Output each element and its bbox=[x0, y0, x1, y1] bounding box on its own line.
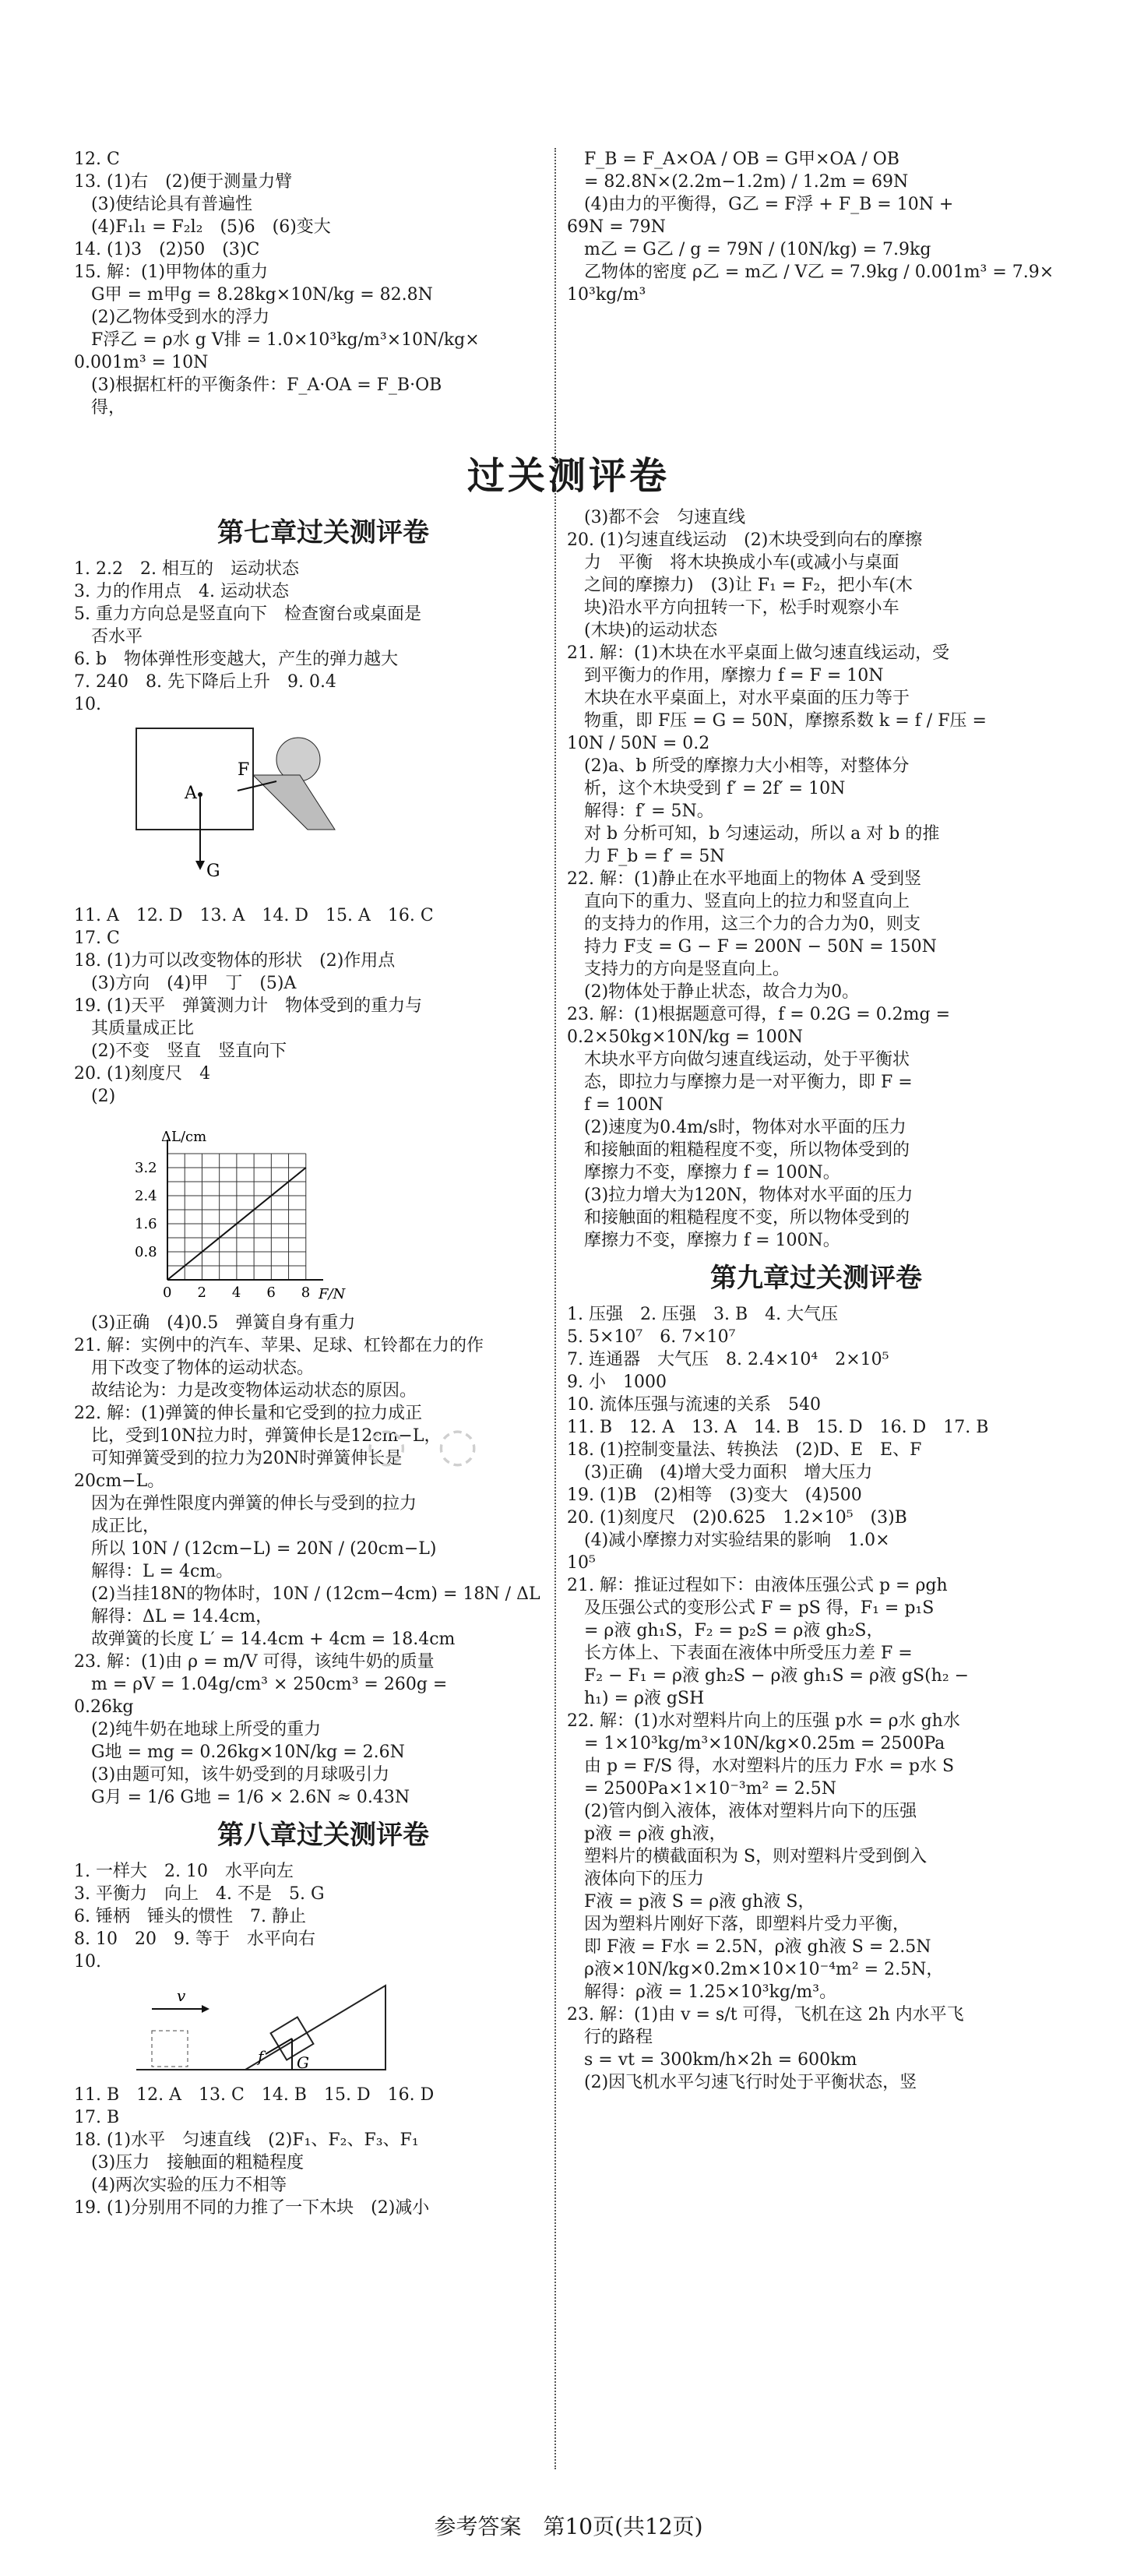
gravity-arrowhead bbox=[195, 861, 205, 870]
chapter7-title: 第七章过关测评卷 bbox=[217, 517, 429, 548]
answer-line: 0.001m³ = 10N bbox=[74, 353, 209, 372]
answer-line: 13. (1)右 (2)便于测量力臂 bbox=[74, 172, 293, 192]
answer-line: (4)由力的平衡得，G乙 = F浮 + F_B = 10N + bbox=[584, 195, 954, 214]
answer-line: = ρ液 gh₁S，F₂ = p₂S = ρ液 gh₂S， bbox=[584, 1621, 884, 1640]
y-tick-label: 2.4 bbox=[135, 1188, 157, 1204]
answer-line: 块)沿水平方向扭转一下，松手时观察小车 bbox=[584, 598, 899, 618]
answer-line: 23. 解：(1)由 ρ = m/V 可得，该纯牛奶的质量 bbox=[74, 1652, 435, 1672]
chapter7-answers-b bbox=[74, 904, 572, 1108]
answer-line: 因为在弹性限度内弹簧的伸长与受到的拉力 bbox=[91, 1494, 417, 1514]
x-tick-label: 8 bbox=[301, 1284, 311, 1301]
answer-line: (4)F₁l₁ = F₂l₂ (5)6 (6)变大 bbox=[91, 217, 331, 237]
answer-line: (4)减小摩擦力对实验结果的影响 1.0× bbox=[584, 1531, 890, 1550]
answer-line: = 1×10³kg/m³×10N/kg×0.25m = 2500Pa bbox=[584, 1734, 945, 1753]
answer-line: 10⁵ bbox=[567, 1553, 596, 1573]
answer-line: (2)管内倒入液体，液体对塑料片向下的压强 bbox=[584, 1802, 917, 1821]
answer-line: 69N = 79N bbox=[567, 217, 666, 237]
answer-line: 到平衡力的作用，摩擦力 f = F = 10N bbox=[584, 666, 884, 685]
label-G: G bbox=[206, 862, 220, 881]
answer-line: 22. 解：(1)静止在水平地面上的物体 A 受到竖 bbox=[567, 869, 922, 889]
answer-line: 6. b 物体弹性形变越大，产生的弹力越大 bbox=[74, 650, 399, 669]
answer-line: (3)都不会 匀速直线 bbox=[584, 508, 746, 527]
answer-line: 和接触面的粗糙程度不变，所以物体受到的 bbox=[584, 1208, 910, 1228]
chapter9-title: 第九章过关测评卷 bbox=[710, 1263, 922, 1294]
x-tick-label: 4 bbox=[231, 1284, 241, 1301]
answer-line: 11. B 12. A 13. A 14. B 15. D 16. D 17. B bbox=[567, 1418, 989, 1437]
left-column bbox=[74, 148, 572, 419]
section-main-title: 过关测评卷 bbox=[466, 454, 670, 498]
answer-line: 用下改变了物体的运动状态。 bbox=[91, 1358, 315, 1378]
answer-line: 3. 力的作用点 4. 运动状态 bbox=[74, 582, 289, 601]
x-tick-label: 6 bbox=[266, 1284, 276, 1301]
y-axis-label: ΔL/cm bbox=[161, 1129, 207, 1145]
answer-line: 20. (1)刻度尺 (2)0.625 1.2×10⁵ (3)B bbox=[567, 1508, 907, 1528]
friction-arrow bbox=[266, 2039, 292, 2054]
label-G8: G bbox=[297, 2053, 309, 2072]
answer-line: 的支持力的作用，这三个力的合力为0，则支 bbox=[584, 914, 921, 934]
top-left-block bbox=[74, 148, 572, 419]
answer-line: 行的路程 bbox=[584, 2028, 653, 2047]
answer-line: 0.26kg bbox=[74, 1697, 134, 1717]
answer-line: s = vt = 300km/h×2h = 600km bbox=[584, 2050, 857, 2070]
answer-line: 其质量成正比 bbox=[91, 1019, 195, 1038]
answer-line: 10. bbox=[74, 1952, 101, 1972]
answer-line: (2)速度为0.4m/s时，物体对水平面的压力 bbox=[584, 1118, 906, 1137]
x-tick-label: 2 bbox=[197, 1284, 206, 1301]
answer-line: 7. 连通器 大气压 8. 2.4×10⁴ 2×10⁵ bbox=[567, 1350, 889, 1369]
answer-line: F_B = F_A×OA / OB = G甲×OA / OB bbox=[584, 150, 899, 169]
answer-line: (3)正确 (4)增大受力面积 增大压力 bbox=[584, 1463, 873, 1482]
answer-line: 直向下的重力、竖直向上的拉力和竖直向上 bbox=[584, 892, 910, 911]
answer-line: F₂ − F₁ = ρ液 gh₂S − ρ液 gh₁S = ρ液 gS(h₂ − bbox=[584, 1666, 970, 1686]
answer-line: 对 b 分析可知，b 匀速运动，所以 a 对 b 的推 bbox=[584, 824, 940, 844]
page-footer: 参考答案 第10页(共12页) bbox=[434, 2514, 703, 2539]
x-axis-label: F/N bbox=[319, 1286, 346, 1302]
answer-line: 22. 解：(1)弹簧的伸长量和它受到的拉力成正 bbox=[74, 1404, 423, 1423]
answer-line: 20cm−L。 bbox=[74, 1471, 165, 1491]
chapter8-answers-right bbox=[567, 506, 1065, 1252]
answer-line: 力 F_b = f′ = 5N bbox=[584, 847, 725, 866]
answer-line: 0.2×50kg×10N/kg = 100N bbox=[567, 1027, 803, 1047]
answer-line: F浮乙 = ρ水 g V排 = 1.0×10³kg/m³×10N/kg× bbox=[91, 330, 480, 350]
answer-line: 及压强公式的变形公式 F = pS 得，F₁ = p₁S bbox=[584, 1598, 935, 1618]
answer-line: 力 平衡 将木块换成小车(或减小与桌面 bbox=[584, 553, 899, 573]
label-f: f bbox=[258, 2047, 264, 2066]
answer-line: 长方体上、下表面在液体中所受压力差 F = bbox=[584, 1644, 913, 1663]
answer-line: 5. 5×10⁷ 6. 7×10⁷ bbox=[567, 1327, 736, 1347]
answer-line: 17. B bbox=[74, 2108, 120, 2127]
answer-line: (3)由题可知，该牛奶受到的月球吸引力 bbox=[91, 1765, 390, 1785]
answer-line: 21. 解：实例中的汽车、苹果、足球、杠铃都在力的作 bbox=[74, 1336, 484, 1355]
answer-line: 之间的摩擦力) (3)让 F₁ = F₂，把小车(木 bbox=[584, 576, 913, 595]
answer-line: 19. (1)天平 弹簧测力计 物体受到的重力与 bbox=[74, 996, 423, 1016]
right-column-top bbox=[567, 148, 1065, 306]
answer-line: 所以 10N / (12cm−L) = 20N / (20cm−L) bbox=[91, 1539, 437, 1559]
y-tick-label: 1.6 bbox=[135, 1216, 157, 1232]
answer-line: 摩擦力不变，摩擦力 f = 100N。 bbox=[584, 1231, 840, 1250]
answer-line: 9. 小 1000 bbox=[567, 1373, 667, 1392]
answer-line: (2)a、b 所受的摩擦力大小相等，对整体分 bbox=[584, 756, 910, 776]
answer-line: 21. 解：(1)木块在水平桌面上做匀速直线运动，受 bbox=[567, 643, 950, 663]
answer-line: 即 F液 = F水 = 2.5N，ρ液 gh液 S = 2.5N bbox=[584, 1937, 931, 1957]
answer-line: 1. 2.2 2. 相互的 运动状态 bbox=[74, 559, 299, 579]
right-column-lower bbox=[567, 506, 1065, 2094]
answer-line: f = 100N bbox=[584, 1095, 664, 1115]
answer-line: 和接触面的粗糙程度不变，所以物体受到的 bbox=[584, 1140, 910, 1160]
answer-line: 14. (1)3 (2)50 (3)C bbox=[74, 240, 260, 259]
answer-line: 可知弹簧受到的拉力为20N时弹簧伸长是 bbox=[91, 1449, 403, 1468]
answer-line: 得， bbox=[91, 398, 126, 418]
answer-line: 否水平 bbox=[91, 627, 143, 647]
figure-ch7-q20-chart bbox=[121, 1112, 370, 1307]
y-tick-label: 0.8 bbox=[135, 1244, 157, 1260]
answer-line: (3)压力 接触面的粗糙程度 bbox=[91, 2153, 304, 2173]
answer-line: 23. 解：(1)由 v = s/t 可得，飞机在这 2h 内水平飞 bbox=[567, 2005, 964, 2025]
answer-line: 5. 重力方向总是竖直向下 检查窗台或桌面是 bbox=[74, 604, 421, 624]
answer-line: 成正比， bbox=[91, 1517, 160, 1536]
chapter8-answers bbox=[74, 1860, 572, 1973]
figure-ch7-q10 bbox=[121, 721, 354, 900]
answer-line: 持力 F支 = G − F = 200N − 50N = 150N bbox=[584, 937, 937, 957]
x-tick-label: 0 bbox=[163, 1284, 172, 1301]
answer-line: 3. 平衡力 向上 4. 不是 5. G bbox=[74, 1884, 325, 1904]
incline-shape bbox=[245, 1986, 385, 2070]
answer-line: F液 = p液 S = ρ液 gh液 S， bbox=[584, 1892, 815, 1912]
answer-line: 比，受到10N拉力时，弹簧伸长是12cm−L， bbox=[91, 1426, 442, 1446]
answer-line: 析，这个木块受到 f′ = 2f′ = 10N bbox=[584, 779, 846, 798]
answer-line: h₁) = ρ液 gSH bbox=[584, 1689, 705, 1708]
answer-line: (3)正确 (4)0.5 弹簧自身有重力 bbox=[91, 1313, 356, 1333]
left-column-lower bbox=[74, 506, 572, 2219]
answer-line: 19. (1)分别用不同的力推了一下木块 (2)减小 bbox=[74, 2198, 430, 2218]
answer-line: 摩擦力不变，摩擦力 f = 100N。 bbox=[584, 1163, 840, 1182]
answer-line: 20. (1)刻度尺 4 bbox=[74, 1064, 211, 1084]
answer-line: G甲 = m甲g = 8.28kg×10N/kg = 82.8N bbox=[91, 285, 433, 305]
answer-line: m = ρV = 1.04g/cm³ × 250cm³ = 260g = bbox=[91, 1675, 448, 1694]
answer-line: (木块)的运动状态 bbox=[584, 621, 718, 640]
answer-line: (2)物体处于静止状态，故合力为0。 bbox=[584, 982, 860, 1002]
answer-line: 由 p = F/S 得，水对塑料片的压力 F水 = p水 S bbox=[584, 1757, 955, 1776]
answer-line: 液体向下的压力 bbox=[584, 1869, 705, 1889]
answer-line: 21. 解：推证过程如下：由液体压强公式 p = ρgh bbox=[567, 1576, 948, 1595]
answer-line: 19. (1)B (2)相等 (3)变大 (4)500 bbox=[567, 1485, 862, 1505]
answer-line: 态，即拉力与摩擦力是一对平衡力，即 F = bbox=[584, 1073, 913, 1092]
chapter8-title: 第八章过关测评卷 bbox=[217, 1820, 429, 1851]
y-tick-label: 3.2 bbox=[135, 1160, 157, 1176]
answer-line: 解得：L = 4cm。 bbox=[91, 1562, 234, 1581]
answer-line: 塑料片的横截面积为 S，则对塑料片受到倒入 bbox=[584, 1847, 928, 1866]
answer-line: 木块水平方向做匀速直线运动，处于平衡状 bbox=[584, 1050, 910, 1070]
answer-line: (3)方向 (4)甲 丁 (5)A bbox=[91, 974, 297, 993]
chapter9-answers bbox=[567, 1303, 1065, 2094]
answer-line: 17. C bbox=[74, 929, 120, 948]
answer-line: 1. 一样大 2. 10 水平向左 bbox=[74, 1862, 294, 1881]
label-F: F bbox=[238, 760, 250, 780]
answer-line: G月 = 1/6 G地 = 1/6 × 2.6N ≈ 0.43N bbox=[91, 1788, 410, 1807]
answer-line: (3)拉力增大为120N，物体对水平面的压力 bbox=[584, 1186, 913, 1205]
top-right-block bbox=[567, 148, 1065, 306]
answer-line: 10³kg/m³ bbox=[567, 285, 646, 305]
block-dashed-shape bbox=[152, 2031, 188, 2067]
answer-line: = 2500Pa×1×10⁻³m² = 2.5N bbox=[584, 1779, 836, 1799]
answer-line: G地 = mg = 0.26kg×10N/kg = 2.6N bbox=[91, 1743, 405, 1762]
label-v: v bbox=[177, 1986, 186, 2005]
answer-line: (2)乙物体受到水的浮力 bbox=[91, 308, 270, 327]
answer-line: 11. B 12. A 13. C 14. B 15. D 16. D bbox=[74, 2085, 435, 2105]
answer-line: 12. C bbox=[74, 150, 120, 169]
answer-line: 18. (1)力可以改变物体的形状 (2)作用点 bbox=[74, 951, 396, 971]
answer-line: 10. 流体压强与流速的关系 540 bbox=[567, 1395, 821, 1415]
watermark-shape: ◌ ◌ bbox=[366, 1418, 486, 1472]
answer-line: 11. A 12. D 13. A 14. D 15. A 16. C bbox=[74, 906, 434, 925]
answer-line: (2)不变 竖直 竖直向下 bbox=[91, 1041, 287, 1061]
answer-line: (2)因飞机水平匀速飞行时处于平衡状态，竖 bbox=[584, 2073, 917, 2092]
answer-line: 支持力的方向是竖直向上。 bbox=[584, 960, 790, 979]
answer-line: (2) bbox=[91, 1087, 116, 1106]
answer-line: 10N / 50N = 0.2 bbox=[567, 734, 710, 753]
answer-line: 18. (1)控制变量法、转换法 (2)D、E E、F bbox=[567, 1440, 922, 1460]
answer-line: (2)纯牛奶在地球上所受的重力 bbox=[91, 1720, 322, 1739]
answer-line: 15. 解：(1)甲物体的重力 bbox=[74, 263, 269, 282]
answer-line: 乙物体的密度 ρ乙 = m乙 / V乙 = 7.9kg / 0.001m³ = 7.9× bbox=[584, 263, 1054, 282]
answer-line: 物重，即 F压 = G = 50N，摩擦系数 k = f / F压 = bbox=[584, 711, 987, 731]
chapter7-answers bbox=[74, 558, 572, 716]
answer-line: p液 = ρ液 gh液， bbox=[584, 1824, 727, 1844]
chapter8-answers-b bbox=[74, 2084, 572, 2219]
answer-line: (3)使结论具有普遍性 bbox=[91, 195, 253, 214]
answer-line: 7. 240 8. 先下降后上升 9. 0.4 bbox=[74, 672, 336, 692]
answer-line: 18. (1)水平 匀速直线 (2)F₁、F₂、F₃、F₁ bbox=[74, 2130, 419, 2150]
answer-line: 1. 压强 2. 压强 3. B 4. 大气压 bbox=[567, 1305, 839, 1324]
answer-line: 23. 解：(1)根据题意可得，f = 0.2G = 0.2mg = bbox=[567, 1005, 951, 1024]
answer-line: 10. bbox=[74, 695, 101, 714]
answer-line: 木块在水平桌面上，对水平桌面的压力等于 bbox=[584, 689, 910, 708]
wall-block-shape bbox=[136, 728, 253, 830]
answer-line: 解得：f′ = 5N。 bbox=[584, 802, 714, 821]
answer-line: = 82.8N×(2.2m−1.2m) / 1.2m = 69N bbox=[584, 172, 909, 192]
answer-line: 22. 解：(1)水对塑料片向上的压强 p水 = ρ水 gh水 bbox=[567, 1711, 960, 1731]
answer-line: (3)根据杠杆的平衡条件：F_A·OA = F_B·OB bbox=[91, 375, 442, 395]
velocity-arrowhead bbox=[202, 2005, 209, 2013]
answer-line: 解得：ρ液 = 1.25×10³kg/m³。 bbox=[584, 1982, 837, 2002]
answer-line: (4)两次实验的压力不相等 bbox=[91, 2176, 287, 2195]
answer-line: 解得：ΔL = 14.4cm， bbox=[91, 1607, 273, 1626]
answer-line: 8. 10 20 9. 等于 水平向右 bbox=[74, 1929, 315, 1949]
figure-ch8-q10 bbox=[121, 1978, 401, 2079]
answer-line: ρ液×10N/kg×0.2m×10×10⁻⁴m² = 2.5N， bbox=[584, 1960, 944, 1979]
answer-line: 故结论为：力是改变物体运动状态的原因。 bbox=[91, 1381, 417, 1401]
chapter7-answers-c bbox=[74, 1312, 572, 1809]
label-A: A bbox=[185, 784, 197, 803]
answer-line: 20. (1)匀速直线运动 (2)木块受到向右的摩擦 bbox=[567, 530, 923, 550]
answer-line: 6. 锤柄 锤头的惯性 7. 静止 bbox=[74, 1907, 306, 1926]
answer-line: 故弹簧的长度 L′ = 14.4cm + 4cm = 18.4cm bbox=[91, 1630, 456, 1649]
answer-line: (2)当挂18N的物体时，10N / (12cm−4cm) = 18N / ΔL bbox=[91, 1584, 540, 1604]
answer-line: m乙 = G乙 / g = 79N / (10N/kg) = 7.9kg bbox=[584, 240, 931, 259]
answer-line: 因为塑料片刚好下落，即塑料片受力平衡， bbox=[584, 1915, 910, 1934]
